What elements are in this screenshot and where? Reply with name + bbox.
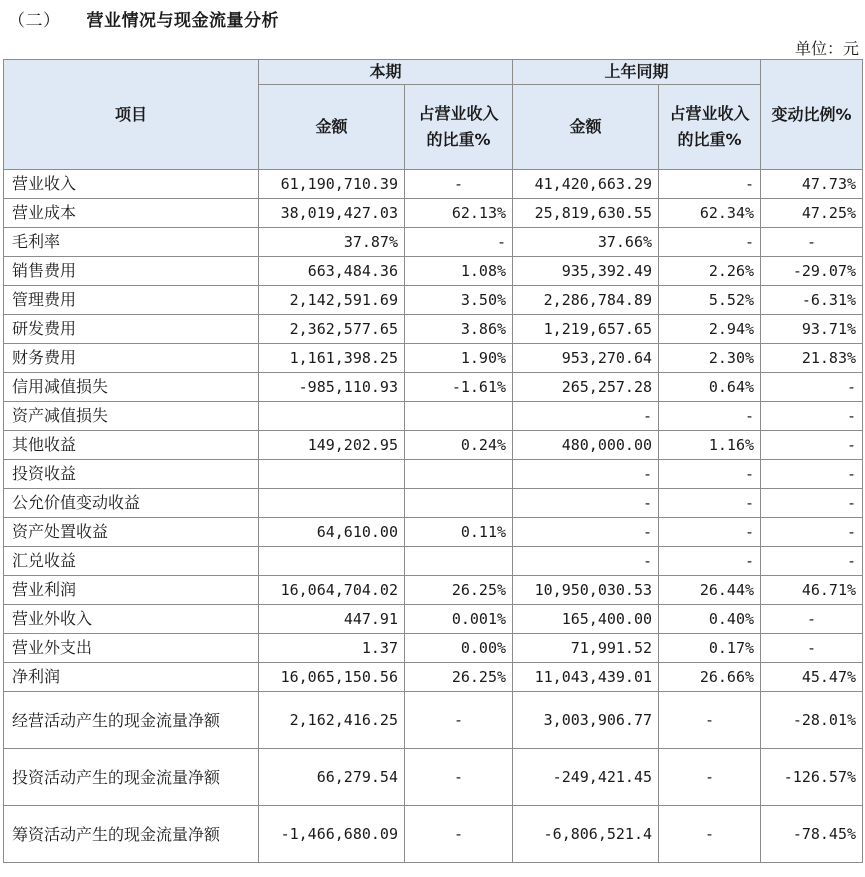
table-row xyxy=(4,806,863,863)
cell-change: 47.73% xyxy=(761,170,863,199)
cell-prior-amount: 3,003,906.77 xyxy=(513,692,659,749)
table-row xyxy=(4,489,863,518)
table-row xyxy=(4,576,863,605)
cell-prior-ratio: - xyxy=(659,692,761,749)
table-row xyxy=(4,518,863,547)
cell-current-ratio: - xyxy=(405,170,513,199)
table-row xyxy=(4,749,863,806)
cell-current-amount: 64,610.00 xyxy=(259,518,405,547)
table-row xyxy=(4,315,863,344)
table-row xyxy=(4,170,863,199)
cell-change: - xyxy=(761,547,863,576)
cell-item: 汇兑收益 xyxy=(4,547,259,576)
cell-prior-amount: 37.66% xyxy=(513,228,659,257)
cell-current-amount: 16,064,704.02 xyxy=(259,576,405,605)
cell-item: 销售费用 xyxy=(4,257,259,286)
cell-current-amount: 38,019,427.03 xyxy=(259,199,405,228)
cell-current-ratio: 0.001% xyxy=(405,605,513,634)
cell-current-amount: -985,110.93 xyxy=(259,373,405,402)
cell-prior-amount: 41,420,663.29 xyxy=(513,170,659,199)
cell-change: - xyxy=(761,431,863,460)
cell-item: 毛利率 xyxy=(4,228,259,257)
cell-prior-ratio: - xyxy=(659,228,761,257)
cell-current-amount: 2,142,591.69 xyxy=(259,286,405,315)
header-prior-amount: 金额 xyxy=(513,85,659,170)
cell-change: - xyxy=(761,634,863,663)
table-row xyxy=(4,663,863,692)
cell-current-amount: 447.91 xyxy=(259,605,405,634)
cell-item: 其他收益 xyxy=(4,431,259,460)
cell-prior-amount: 935,392.49 xyxy=(513,257,659,286)
cell-change: -28.01% xyxy=(761,692,863,749)
cell-item: 投资活动产生的现金流量净额 xyxy=(4,749,259,806)
table-row xyxy=(4,547,863,576)
table-row xyxy=(4,692,863,749)
header-item: 项目 xyxy=(4,60,259,170)
cell-prior-ratio: 0.40% xyxy=(659,605,761,634)
cell-prior-amount: 2,286,784.89 xyxy=(513,286,659,315)
cell-item: 管理费用 xyxy=(4,286,259,315)
cell-prior-ratio: - xyxy=(659,170,761,199)
cell-prior-amount: -249,421.45 xyxy=(513,749,659,806)
header-current-amount: 金额 xyxy=(259,85,405,170)
cell-prior-amount: 165,400.00 xyxy=(513,605,659,634)
cell-change: - xyxy=(761,489,863,518)
cell-current-ratio: 1.08% xyxy=(405,257,513,286)
cell-prior-ratio: 26.44% xyxy=(659,576,761,605)
cell-current-ratio: 26.25% xyxy=(405,576,513,605)
cell-change: 93.71% xyxy=(761,315,863,344)
cell-current-amount xyxy=(259,547,405,576)
table-body xyxy=(4,170,863,863)
cell-prior-amount: - xyxy=(513,402,659,431)
cell-current-amount: 61,190,710.39 xyxy=(259,170,405,199)
section-title-text: 营业情况与现金流量分析 xyxy=(86,11,279,31)
cell-current-amount xyxy=(259,489,405,518)
cell-current-amount: 66,279.54 xyxy=(259,749,405,806)
cell-item: 筹资活动产生的现金流量净额 xyxy=(4,806,259,863)
cell-prior-ratio: 0.17% xyxy=(659,634,761,663)
cell-current-ratio: - xyxy=(405,228,513,257)
cell-item: 营业利润 xyxy=(4,576,259,605)
cell-change: -6.31% xyxy=(761,286,863,315)
cell-prior-amount: 11,043,439.01 xyxy=(513,663,659,692)
cell-prior-ratio: 2.94% xyxy=(659,315,761,344)
cell-current-ratio xyxy=(405,489,513,518)
cell-prior-ratio: - xyxy=(659,806,761,863)
header-change: 变动比例% xyxy=(761,60,863,170)
cell-prior-ratio: - xyxy=(659,547,761,576)
cell-prior-amount: - xyxy=(513,460,659,489)
cell-current-amount: -1,466,680.09 xyxy=(259,806,405,863)
cell-current-ratio: - xyxy=(405,749,513,806)
cell-current-amount: 16,065,150.56 xyxy=(259,663,405,692)
cell-change: - xyxy=(761,518,863,547)
table-row xyxy=(4,228,863,257)
table-row xyxy=(4,257,863,286)
table-row xyxy=(4,286,863,315)
cell-change: 21.83% xyxy=(761,344,863,373)
cell-item: 资产处置收益 xyxy=(4,518,259,547)
cell-current-ratio: 62.13% xyxy=(405,199,513,228)
cell-prior-amount: 480,000.00 xyxy=(513,431,659,460)
table-row xyxy=(4,373,863,402)
cell-change: 47.25% xyxy=(761,199,863,228)
cell-prior-amount: 953,270.64 xyxy=(513,344,659,373)
cell-change: -29.07% xyxy=(761,257,863,286)
cell-current-ratio xyxy=(405,402,513,431)
cell-change: - xyxy=(761,605,863,634)
cell-item: 经营活动产生的现金流量净额 xyxy=(4,692,259,749)
header-current-ratio: 占营业收入的比重% xyxy=(405,85,513,170)
cell-item: 信用减值损失 xyxy=(4,373,259,402)
financial-table xyxy=(3,59,863,863)
cell-current-ratio: 0.24% xyxy=(405,431,513,460)
cell-item: 财务费用 xyxy=(4,344,259,373)
header-prior-period: 上年同期 xyxy=(513,60,761,85)
cell-current-ratio: 3.86% xyxy=(405,315,513,344)
cell-item: 营业外收入 xyxy=(4,605,259,634)
table-row xyxy=(4,431,863,460)
cell-current-amount: 37.87% xyxy=(259,228,405,257)
cell-current-ratio xyxy=(405,460,513,489)
cell-prior-ratio: - xyxy=(659,749,761,806)
cell-prior-ratio: 5.52% xyxy=(659,286,761,315)
cell-current-ratio: - xyxy=(405,806,513,863)
header-current-period: 本期 xyxy=(259,60,513,85)
cell-change: -78.45% xyxy=(761,806,863,863)
cell-current-ratio xyxy=(405,547,513,576)
section-number: （二） xyxy=(8,11,61,31)
cell-prior-ratio: - xyxy=(659,489,761,518)
cell-current-amount: 1.37 xyxy=(259,634,405,663)
cell-current-amount: 149,202.95 xyxy=(259,431,405,460)
cell-prior-amount: 265,257.28 xyxy=(513,373,659,402)
cell-change: - xyxy=(761,228,863,257)
cell-current-amount: 1,161,398.25 xyxy=(259,344,405,373)
cell-current-amount: 2,362,577.65 xyxy=(259,315,405,344)
cell-item: 营业收入 xyxy=(4,170,259,199)
cell-item: 营业外支出 xyxy=(4,634,259,663)
cell-item: 营业成本 xyxy=(4,199,259,228)
cell-change: 45.47% xyxy=(761,663,863,692)
cell-change: 46.71% xyxy=(761,576,863,605)
cell-current-ratio: - xyxy=(405,692,513,749)
cell-current-ratio: -1.61% xyxy=(405,373,513,402)
cell-prior-ratio: 2.26% xyxy=(659,257,761,286)
header-prior-ratio: 占营业收入的比重% xyxy=(659,85,761,170)
cell-current-amount xyxy=(259,460,405,489)
cell-current-ratio: 3.50% xyxy=(405,286,513,315)
cell-prior-amount: - xyxy=(513,489,659,518)
cell-prior-ratio: - xyxy=(659,460,761,489)
cell-current-amount: 2,162,416.25 xyxy=(259,692,405,749)
cell-prior-ratio: 0.64% xyxy=(659,373,761,402)
cell-change: - xyxy=(761,373,863,402)
cell-item: 公允价值变动收益 xyxy=(4,489,259,518)
cell-current-ratio: 26.25% xyxy=(405,663,513,692)
cell-change: - xyxy=(761,460,863,489)
section-title xyxy=(8,6,279,31)
cell-prior-amount: 71,991.52 xyxy=(513,634,659,663)
cell-item: 研发费用 xyxy=(4,315,259,344)
cell-prior-amount: 1,219,657.65 xyxy=(513,315,659,344)
cell-item: 投资收益 xyxy=(4,460,259,489)
table-row xyxy=(4,344,863,373)
cell-change: -126.57% xyxy=(761,749,863,806)
cell-prior-amount: 25,819,630.55 xyxy=(513,199,659,228)
cell-prior-ratio: 2.30% xyxy=(659,344,761,373)
cell-prior-ratio: 62.34% xyxy=(659,199,761,228)
cell-current-amount: 663,484.36 xyxy=(259,257,405,286)
cell-current-amount xyxy=(259,402,405,431)
unit-label: 单位：元 xyxy=(794,39,859,58)
table-row xyxy=(4,605,863,634)
cell-item: 资产减值损失 xyxy=(4,402,259,431)
cell-prior-ratio: 1.16% xyxy=(659,431,761,460)
cell-prior-amount: - xyxy=(513,547,659,576)
cell-prior-amount: - xyxy=(513,518,659,547)
cell-prior-ratio: - xyxy=(659,518,761,547)
cell-current-ratio: 1.90% xyxy=(405,344,513,373)
table-row xyxy=(4,460,863,489)
cell-prior-ratio: - xyxy=(659,402,761,431)
cell-prior-ratio: 26.66% xyxy=(659,663,761,692)
cell-prior-amount: 10,950,030.53 xyxy=(513,576,659,605)
cell-current-ratio: 0.11% xyxy=(405,518,513,547)
table-row xyxy=(4,402,863,431)
cell-item: 净利润 xyxy=(4,663,259,692)
cell-change: - xyxy=(761,402,863,431)
table-row xyxy=(4,199,863,228)
cell-current-ratio: 0.00% xyxy=(405,634,513,663)
table-row xyxy=(4,634,863,663)
cell-prior-amount: -6,806,521.4 xyxy=(513,806,659,863)
